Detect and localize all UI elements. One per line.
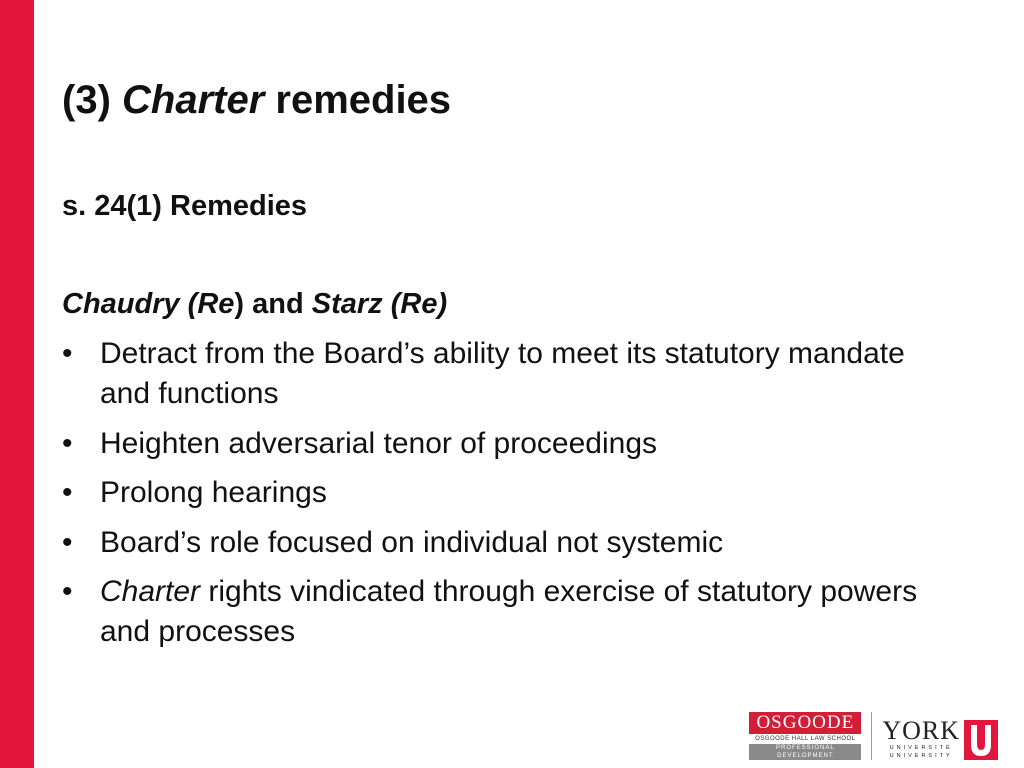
bullet-icon: • bbox=[62, 337, 73, 370]
york-subline-fr: UNIVERSITÉ bbox=[889, 745, 953, 751]
bullet-item bbox=[62, 572, 962, 652]
title-prefix: (3) bbox=[62, 78, 122, 122]
osgoode-subline: OSGOODE HALL LAW SCHOOL bbox=[755, 736, 856, 742]
osgoode-pd-line2: DEVELOPMENT bbox=[777, 752, 834, 759]
osgoode-pd-band bbox=[749, 744, 861, 760]
case-name-2: Starz (Re) bbox=[311, 288, 448, 320]
bullet-text: Prolong hearings bbox=[100, 476, 327, 509]
slide-title bbox=[62, 76, 451, 124]
title-italic: Charter bbox=[122, 78, 265, 122]
york-subline-en: UNIVERSITY bbox=[889, 753, 953, 759]
case-heading bbox=[62, 285, 447, 323]
bullet-item bbox=[62, 523, 962, 563]
bullet-list bbox=[62, 334, 962, 662]
osgoode-wordmark: OSGOODE bbox=[749, 712, 861, 734]
bullet-text: Board’s role focused on individual not systemic bbox=[100, 525, 724, 559]
accent-side-bar bbox=[0, 0, 34, 768]
bullet-icon: • bbox=[62, 426, 73, 460]
bullet-item bbox=[62, 424, 962, 464]
osgoode-logo bbox=[749, 712, 861, 760]
bullet-icon: • bbox=[62, 575, 73, 608]
section-subtitle: s. 24(1) Remedies bbox=[62, 190, 308, 222]
bullet-text: Detract from the Board’s ability to meet its statutory mandate and functions bbox=[100, 337, 905, 410]
bullet-item bbox=[62, 473, 962, 513]
bullet-icon: • bbox=[62, 476, 73, 509]
footer-logos bbox=[749, 708, 998, 760]
bullet-icon: • bbox=[62, 525, 73, 559]
york-wordmark: YORK bbox=[882, 716, 960, 745]
case-name-1: Chaudry (Re bbox=[62, 288, 235, 320]
osgoode-pd-line1: PROFESSIONAL bbox=[775, 745, 835, 751]
bullet-text: rights vindicated through exercise of statutory powers and processes bbox=[100, 575, 918, 648]
bullet-italic-text: Charter bbox=[100, 575, 201, 608]
case-connector: ) and bbox=[234, 288, 312, 320]
logo-divider bbox=[871, 712, 872, 760]
title-suffix: remedies bbox=[264, 78, 452, 122]
bullet-text: Heighten adversarial tenor of proceedings bbox=[100, 426, 658, 460]
york-text-block bbox=[882, 718, 960, 760]
york-u-icon bbox=[964, 720, 998, 760]
bullet-item bbox=[62, 334, 962, 414]
york-logo bbox=[882, 712, 998, 760]
